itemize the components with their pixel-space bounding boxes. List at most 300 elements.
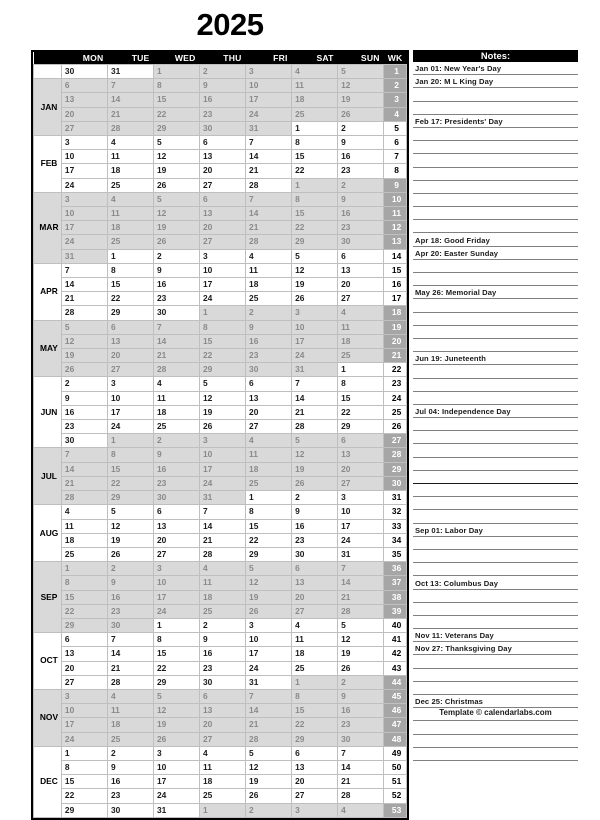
day-cell[interactable]: 6: [338, 434, 384, 448]
day-cell[interactable]: 24: [61, 178, 107, 192]
note-line[interactable]: [413, 550, 578, 563]
note-line[interactable]: [413, 115, 578, 128]
day-cell[interactable]: 30: [338, 732, 384, 746]
day-cell[interactable]: 5: [338, 65, 384, 79]
day-cell[interactable]: 12: [153, 704, 199, 718]
day-cell[interactable]: 22: [61, 604, 107, 618]
day-cell[interactable]: 6: [200, 192, 246, 206]
day-cell[interactable]: 3: [61, 689, 107, 703]
day-cell[interactable]: 28: [107, 121, 153, 135]
day-cell[interactable]: 30: [200, 121, 246, 135]
day-cell[interactable]: 31: [153, 803, 199, 817]
day-cell[interactable]: 18: [107, 164, 153, 178]
day-cell[interactable]: 3: [338, 491, 384, 505]
day-cell[interactable]: 1: [292, 675, 338, 689]
day-cell[interactable]: 13: [200, 207, 246, 221]
note-line[interactable]: [413, 352, 578, 365]
day-cell[interactable]: 10: [107, 391, 153, 405]
day-cell[interactable]: 8: [107, 263, 153, 277]
day-cell[interactable]: 1: [246, 491, 292, 505]
day-cell[interactable]: 12: [153, 150, 199, 164]
day-cell[interactable]: 10: [153, 576, 199, 590]
day-cell[interactable]: 16: [200, 93, 246, 107]
day-cell[interactable]: 16: [246, 334, 292, 348]
day-cell[interactable]: 7: [246, 689, 292, 703]
note-line[interactable]: [413, 642, 578, 655]
day-cell[interactable]: 15: [107, 462, 153, 476]
day-cell[interactable]: 29: [107, 491, 153, 505]
day-cell[interactable]: 15: [292, 704, 338, 718]
day-cell[interactable]: 23: [338, 718, 384, 732]
day-cell[interactable]: 10: [246, 79, 292, 93]
note-line[interactable]: [413, 168, 578, 181]
day-cell[interactable]: 11: [107, 150, 153, 164]
note-line[interactable]: [413, 299, 578, 312]
day-cell[interactable]: 28: [338, 604, 384, 618]
day-cell[interactable]: 29: [246, 547, 292, 561]
day-cell[interactable]: 23: [153, 292, 199, 306]
day-cell[interactable]: 20: [292, 590, 338, 604]
day-cell[interactable]: 14: [153, 334, 199, 348]
day-cell[interactable]: 23: [107, 789, 153, 803]
day-cell[interactable]: 9: [61, 391, 107, 405]
day-cell[interactable]: 24: [200, 476, 246, 490]
day-cell[interactable]: 17: [153, 590, 199, 604]
day-cell[interactable]: 22: [246, 533, 292, 547]
day-cell[interactable]: 16: [338, 207, 384, 221]
day-cell[interactable]: 20: [292, 775, 338, 789]
day-cell[interactable]: 15: [246, 519, 292, 533]
day-cell[interactable]: 1: [107, 434, 153, 448]
day-cell[interactable]: 23: [246, 349, 292, 363]
day-cell[interactable]: 6: [200, 689, 246, 703]
day-cell[interactable]: 5: [292, 249, 338, 263]
day-cell[interactable]: 29: [200, 363, 246, 377]
day-cell[interactable]: 2: [200, 618, 246, 632]
day-cell[interactable]: 10: [246, 633, 292, 647]
note-line[interactable]: [413, 603, 578, 616]
day-cell[interactable]: 11: [153, 391, 199, 405]
day-cell[interactable]: 12: [292, 263, 338, 277]
day-cell[interactable]: 27: [200, 732, 246, 746]
day-cell[interactable]: 3: [246, 618, 292, 632]
day-cell[interactable]: 1: [153, 65, 199, 79]
day-cell[interactable]: 8: [338, 377, 384, 391]
day-cell[interactable]: 26: [153, 732, 199, 746]
day-cell[interactable]: 11: [61, 519, 107, 533]
day-cell[interactable]: 7: [246, 136, 292, 150]
day-cell[interactable]: 17: [61, 164, 107, 178]
day-cell[interactable]: 9: [153, 263, 199, 277]
note-line[interactable]: [413, 102, 578, 115]
day-cell[interactable]: 2: [246, 306, 292, 320]
day-cell[interactable]: 15: [292, 150, 338, 164]
day-cell[interactable]: 16: [153, 278, 199, 292]
day-cell[interactable]: 21: [61, 292, 107, 306]
day-cell[interactable]: 28: [61, 491, 107, 505]
day-cell[interactable]: 7: [107, 79, 153, 93]
day-cell[interactable]: 1: [292, 178, 338, 192]
day-cell[interactable]: 6: [107, 320, 153, 334]
day-cell[interactable]: 16: [107, 590, 153, 604]
day-cell[interactable]: 3: [200, 249, 246, 263]
day-cell[interactable]: 6: [61, 633, 107, 647]
day-cell[interactable]: 18: [153, 405, 199, 419]
day-cell[interactable]: 12: [61, 334, 107, 348]
day-cell[interactable]: 10: [292, 320, 338, 334]
day-cell[interactable]: 13: [61, 647, 107, 661]
day-cell[interactable]: 7: [338, 746, 384, 760]
day-cell[interactable]: 2: [246, 803, 292, 817]
day-cell[interactable]: 29: [107, 306, 153, 320]
day-cell[interactable]: 24: [61, 235, 107, 249]
day-cell[interactable]: 14: [246, 704, 292, 718]
day-cell[interactable]: 15: [61, 590, 107, 604]
day-cell[interactable]: 10: [61, 207, 107, 221]
day-cell[interactable]: 11: [246, 448, 292, 462]
day-cell[interactable]: 17: [153, 775, 199, 789]
day-cell[interactable]: 7: [338, 562, 384, 576]
day-cell[interactable]: 1: [200, 803, 246, 817]
day-cell[interactable]: 21: [338, 590, 384, 604]
day-cell[interactable]: 11: [246, 263, 292, 277]
day-cell[interactable]: 5: [338, 618, 384, 632]
day-cell[interactable]: 16: [200, 647, 246, 661]
day-cell[interactable]: 31: [246, 121, 292, 135]
day-cell[interactable]: 14: [200, 519, 246, 533]
day-cell[interactable]: 16: [153, 462, 199, 476]
day-cell[interactable]: 21: [338, 775, 384, 789]
day-cell[interactable]: 23: [292, 533, 338, 547]
day-cell[interactable]: 14: [292, 391, 338, 405]
day-cell[interactable]: 5: [200, 377, 246, 391]
day-cell[interactable]: 8: [292, 689, 338, 703]
day-cell[interactable]: 17: [338, 519, 384, 533]
day-cell[interactable]: 13: [107, 334, 153, 348]
day-cell[interactable]: 18: [107, 718, 153, 732]
day-cell[interactable]: 13: [153, 519, 199, 533]
day-cell[interactable]: 26: [107, 547, 153, 561]
day-cell[interactable]: 15: [61, 775, 107, 789]
day-cell[interactable]: 10: [61, 704, 107, 718]
day-cell[interactable]: 27: [338, 292, 384, 306]
day-cell[interactable]: 4: [246, 249, 292, 263]
day-cell[interactable]: 3: [292, 803, 338, 817]
day-cell[interactable]: 20: [246, 405, 292, 419]
note-line[interactable]: [413, 194, 578, 207]
day-cell[interactable]: 9: [200, 79, 246, 93]
day-cell[interactable]: 19: [107, 533, 153, 547]
day-cell[interactable]: 21: [246, 718, 292, 732]
day-cell[interactable]: 26: [153, 235, 199, 249]
note-line[interactable]: [413, 510, 578, 523]
note-line[interactable]: [413, 181, 578, 194]
day-cell[interactable]: 30: [107, 618, 153, 632]
day-cell[interactable]: 1: [107, 249, 153, 263]
day-cell[interactable]: 25: [200, 789, 246, 803]
day-cell[interactable]: 24: [107, 420, 153, 434]
day-cell[interactable]: 14: [246, 207, 292, 221]
day-cell[interactable]: 3: [61, 136, 107, 150]
day-cell[interactable]: 19: [246, 775, 292, 789]
note-line[interactable]: [413, 326, 578, 339]
day-cell[interactable]: 3: [246, 65, 292, 79]
day-cell[interactable]: 22: [292, 718, 338, 732]
day-cell[interactable]: 15: [338, 391, 384, 405]
day-cell[interactable]: 7: [200, 505, 246, 519]
day-cell[interactable]: 13: [292, 760, 338, 774]
day-cell[interactable]: 18: [246, 278, 292, 292]
note-line[interactable]: [413, 444, 578, 457]
day-cell[interactable]: 25: [246, 476, 292, 490]
day-cell[interactable]: 11: [200, 760, 246, 774]
day-cell[interactable]: 7: [107, 633, 153, 647]
day-cell[interactable]: 13: [338, 448, 384, 462]
day-cell[interactable]: 14: [338, 760, 384, 774]
day-cell[interactable]: 28: [246, 235, 292, 249]
day-cell[interactable]: 9: [338, 689, 384, 703]
day-cell[interactable]: 18: [200, 590, 246, 604]
day-cell[interactable]: 4: [338, 306, 384, 320]
day-cell[interactable]: 10: [200, 263, 246, 277]
day-cell[interactable]: 7: [246, 192, 292, 206]
note-line[interactable]: [413, 590, 578, 603]
day-cell[interactable]: 28: [246, 178, 292, 192]
day-cell[interactable]: 22: [107, 292, 153, 306]
day-cell[interactable]: 1: [153, 618, 199, 632]
day-cell[interactable]: 25: [338, 349, 384, 363]
day-cell[interactable]: 19: [338, 647, 384, 661]
day-cell[interactable]: 30: [292, 547, 338, 561]
day-cell[interactable]: 8: [153, 633, 199, 647]
day-cell[interactable]: 15: [200, 334, 246, 348]
day-cell[interactable]: 30: [61, 434, 107, 448]
day-cell[interactable]: 2: [292, 491, 338, 505]
day-cell[interactable]: 17: [107, 405, 153, 419]
day-cell[interactable]: 25: [153, 420, 199, 434]
day-cell[interactable]: 24: [153, 604, 199, 618]
day-cell[interactable]: 27: [61, 121, 107, 135]
day-cell[interactable]: 2: [107, 562, 153, 576]
day-cell[interactable]: 19: [153, 164, 199, 178]
day-cell[interactable]: 9: [200, 633, 246, 647]
day-cell[interactable]: 4: [107, 136, 153, 150]
day-cell[interactable]: 8: [107, 448, 153, 462]
day-cell[interactable]: 14: [107, 647, 153, 661]
day-cell[interactable]: 25: [292, 107, 338, 121]
note-line[interactable]: [413, 405, 578, 418]
day-cell[interactable]: 26: [292, 292, 338, 306]
day-cell[interactable]: 22: [153, 107, 199, 121]
day-cell[interactable]: 11: [292, 633, 338, 647]
day-cell[interactable]: 12: [246, 760, 292, 774]
note-line[interactable]: [413, 721, 578, 734]
day-cell[interactable]: 31: [200, 491, 246, 505]
day-cell[interactable]: 27: [338, 476, 384, 490]
day-cell[interactable]: 13: [200, 150, 246, 164]
day-cell[interactable]: 13: [246, 391, 292, 405]
day-cell[interactable]: 16: [107, 775, 153, 789]
note-line[interactable]: [413, 682, 578, 695]
note-line[interactable]: [413, 128, 578, 141]
day-cell[interactable]: 9: [153, 448, 199, 462]
note-line[interactable]: [413, 484, 578, 497]
day-cell[interactable]: 31: [107, 65, 153, 79]
day-cell[interactable]: 12: [246, 576, 292, 590]
day-cell[interactable]: 9: [338, 192, 384, 206]
day-cell[interactable]: 29: [153, 675, 199, 689]
day-cell[interactable]: 31: [61, 249, 107, 263]
day-cell[interactable]: 1: [61, 562, 107, 576]
day-cell[interactable]: 10: [153, 760, 199, 774]
note-line[interactable]: [413, 365, 578, 378]
day-cell[interactable]: 18: [292, 93, 338, 107]
day-cell[interactable]: 21: [107, 661, 153, 675]
note-line[interactable]: [413, 379, 578, 392]
day-cell[interactable]: 5: [61, 320, 107, 334]
note-line[interactable]: [413, 233, 578, 246]
day-cell[interactable]: 5: [107, 505, 153, 519]
day-cell[interactable]: 30: [153, 306, 199, 320]
day-cell[interactable]: 3: [153, 746, 199, 760]
day-cell[interactable]: 17: [246, 647, 292, 661]
day-cell[interactable]: 29: [292, 732, 338, 746]
day-cell[interactable]: 22: [153, 661, 199, 675]
day-cell[interactable]: 17: [61, 221, 107, 235]
note-line[interactable]: [413, 563, 578, 576]
day-cell[interactable]: 29: [292, 235, 338, 249]
day-cell[interactable]: 6: [292, 746, 338, 760]
day-cell[interactable]: 26: [246, 789, 292, 803]
day-cell[interactable]: 20: [153, 533, 199, 547]
day-cell[interactable]: 16: [338, 704, 384, 718]
day-cell[interactable]: 2: [200, 65, 246, 79]
day-cell[interactable]: 3: [292, 306, 338, 320]
note-line[interactable]: [413, 471, 578, 484]
day-cell[interactable]: 11: [200, 576, 246, 590]
day-cell[interactable]: 7: [61, 448, 107, 462]
note-line[interactable]: [413, 695, 578, 708]
day-cell[interactable]: 24: [153, 789, 199, 803]
day-cell[interactable]: 21: [200, 533, 246, 547]
day-cell[interactable]: 23: [338, 164, 384, 178]
day-cell[interactable]: 5: [153, 192, 199, 206]
day-cell[interactable]: 1: [338, 363, 384, 377]
day-cell[interactable]: 14: [61, 278, 107, 292]
note-line[interactable]: [413, 655, 578, 668]
day-cell[interactable]: 2: [107, 746, 153, 760]
day-cell[interactable]: 14: [246, 150, 292, 164]
day-cell[interactable]: 21: [153, 349, 199, 363]
note-line[interactable]: [413, 392, 578, 405]
day-cell[interactable]: 16: [61, 405, 107, 419]
day-cell[interactable]: 3: [200, 434, 246, 448]
day-cell[interactable]: 11: [338, 320, 384, 334]
day-cell[interactable]: 25: [107, 235, 153, 249]
day-cell[interactable]: 6: [200, 136, 246, 150]
day-cell[interactable]: 20: [200, 221, 246, 235]
note-line[interactable]: [413, 458, 578, 471]
note-line[interactable]: [413, 273, 578, 286]
day-cell[interactable]: 17: [200, 278, 246, 292]
day-cell[interactable]: 23: [200, 107, 246, 121]
day-cell[interactable]: 10: [338, 505, 384, 519]
day-cell[interactable]: 23: [107, 604, 153, 618]
day-cell[interactable]: 25: [61, 547, 107, 561]
day-cell[interactable]: 26: [153, 178, 199, 192]
day-cell[interactable]: 9: [292, 505, 338, 519]
day-cell[interactable]: 19: [200, 405, 246, 419]
day-cell[interactable]: 22: [107, 476, 153, 490]
day-cell[interactable]: 15: [153, 93, 199, 107]
day-cell[interactable]: 27: [107, 363, 153, 377]
day-cell[interactable]: 6: [61, 79, 107, 93]
day-cell[interactable]: 24: [246, 107, 292, 121]
day-cell[interactable]: 23: [61, 420, 107, 434]
day-cell[interactable]: 18: [338, 334, 384, 348]
day-cell[interactable]: 20: [200, 164, 246, 178]
day-cell[interactable]: 13: [338, 263, 384, 277]
day-cell[interactable]: 8: [292, 136, 338, 150]
note-line[interactable]: [413, 524, 578, 537]
note-line[interactable]: [413, 207, 578, 220]
day-cell[interactable]: 20: [200, 718, 246, 732]
day-cell[interactable]: 5: [292, 434, 338, 448]
day-cell[interactable]: 17: [246, 93, 292, 107]
day-cell[interactable]: 14: [61, 462, 107, 476]
day-cell[interactable]: 19: [338, 93, 384, 107]
day-cell[interactable]: 16: [292, 519, 338, 533]
day-cell[interactable]: 24: [338, 533, 384, 547]
day-cell[interactable]: 19: [61, 349, 107, 363]
day-cell[interactable]: 26: [246, 604, 292, 618]
day-cell[interactable]: 12: [153, 207, 199, 221]
day-cell[interactable]: 21: [246, 164, 292, 178]
day-cell[interactable]: 26: [61, 363, 107, 377]
day-cell[interactable]: 7: [61, 263, 107, 277]
day-cell[interactable]: 8: [246, 505, 292, 519]
day-cell[interactable]: 2: [61, 377, 107, 391]
day-cell[interactable]: 28: [200, 547, 246, 561]
day-cell[interactable]: 13: [200, 704, 246, 718]
day-cell[interactable]: 22: [292, 164, 338, 178]
day-cell[interactable]: 7: [153, 320, 199, 334]
day-cell[interactable]: 20: [61, 661, 107, 675]
day-cell[interactable]: 5: [153, 136, 199, 150]
day-cell[interactable]: 23: [200, 661, 246, 675]
day-cell[interactable]: 4: [338, 803, 384, 817]
day-cell[interactable]: 23: [153, 476, 199, 490]
day-cell[interactable]: 3: [153, 562, 199, 576]
day-cell[interactable]: 4: [292, 618, 338, 632]
day-cell[interactable]: 1: [61, 746, 107, 760]
day-cell[interactable]: 31: [338, 547, 384, 561]
day-cell[interactable]: 17: [200, 462, 246, 476]
day-cell[interactable]: 25: [107, 178, 153, 192]
day-cell[interactable]: 30: [61, 65, 107, 79]
note-line[interactable]: [413, 154, 578, 167]
day-cell[interactable]: 24: [292, 349, 338, 363]
day-cell[interactable]: 30: [246, 363, 292, 377]
day-cell[interactable]: 31: [246, 675, 292, 689]
day-cell[interactable]: 9: [107, 576, 153, 590]
day-cell[interactable]: 27: [153, 547, 199, 561]
day-cell[interactable]: 20: [338, 278, 384, 292]
day-cell[interactable]: 29: [61, 618, 107, 632]
day-cell[interactable]: 8: [61, 576, 107, 590]
day-cell[interactable]: 24: [61, 732, 107, 746]
day-cell[interactable]: 18: [292, 647, 338, 661]
